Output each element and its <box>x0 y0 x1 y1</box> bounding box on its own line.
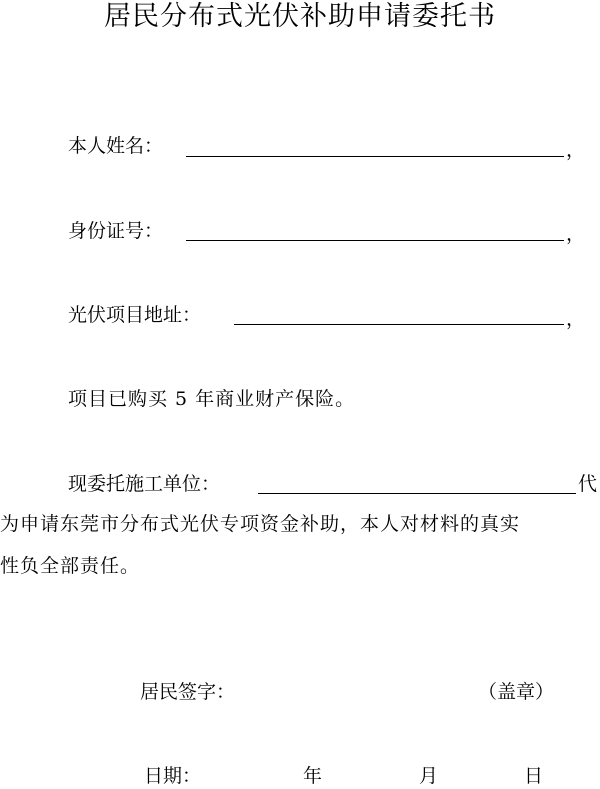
entrust-trailing-text: 代 <box>578 473 598 495</box>
entrust-paragraph-line-3: 性负全部责任。 <box>0 555 141 577</box>
name-blank-line[interactable] <box>186 156 564 157</box>
id-number-blank-line[interactable] <box>186 240 564 241</box>
id-number-label: 身份证号： <box>68 220 164 242</box>
document-title: 居民分布式光伏补助申请委托书 <box>104 1 496 32</box>
date-year: 年 <box>303 765 323 787</box>
seal-note: （盖章） <box>478 681 555 703</box>
entrust-paragraph-line-2: 为申请东莞市分布式光伏专项资金补助，本人对材料的真实 <box>0 513 521 535</box>
entrust-label: 现委托施工单位： <box>68 473 221 495</box>
date-day: 日 <box>524 765 544 787</box>
insurance-statement: 项目已购买 5 年商业财产保险。 <box>68 388 356 410</box>
project-address-label: 光伏项目地址： <box>68 304 202 326</box>
name-label: 本人姓名： <box>68 135 164 157</box>
date-month: 月 <box>419 765 439 787</box>
project-address-comma: ， <box>566 308 586 330</box>
id-number-comma: ， <box>566 223 586 245</box>
entrust-blank-line[interactable] <box>258 493 576 494</box>
signature-label: 居民签字： <box>140 681 236 703</box>
name-comma: ， <box>566 139 586 161</box>
project-address-blank-line[interactable] <box>234 324 564 325</box>
date-label: 日期： <box>144 765 202 787</box>
